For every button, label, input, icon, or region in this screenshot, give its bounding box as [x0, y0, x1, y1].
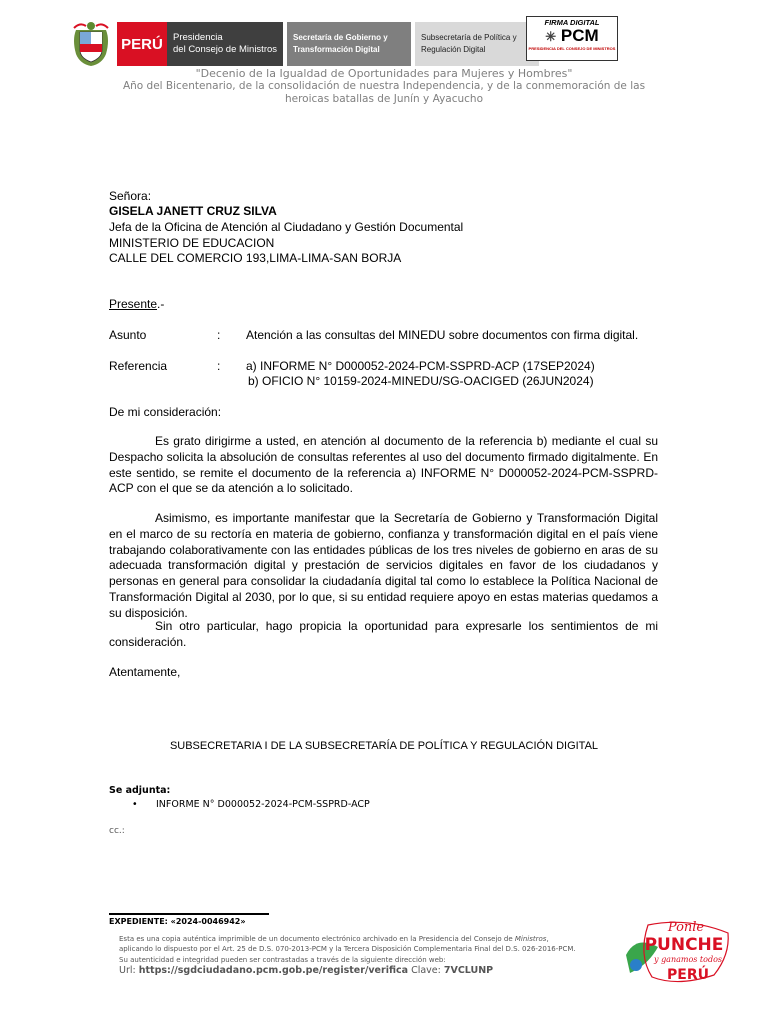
signature-title: SUBSECRETARIA I DE LA SUBSECRETARÍA DE POLÍTICA Y REGULACIÓN DIGITAL: [169, 740, 599, 752]
closing: Atentamente,: [109, 665, 181, 679]
recipient-name: GISELA JANETT CRUZ SILVA: [109, 204, 277, 218]
ponle-punche-logo: [618, 915, 736, 990]
peru-coat-of-arms-icon: [70, 20, 112, 68]
star-icon: ✳: [545, 29, 557, 44]
asunto-text: Atención a las consultas del MINEDU sobre documentos con firma digital.: [246, 328, 639, 342]
expediente: EXPEDIENTE: «2024-0046942»: [109, 917, 246, 926]
legal-notice: Esta es una copia auténtica imprimible de un documento electrónico archivado en la Presidencia del Consejo de Ministros, aplicando lo dispuesto por el Art. 25 de D.S. 070-2013-PCM y la Tercera Disposición Complementaria Final del D.S. 026-2016-PCM. Su autenticidad e integridad pueden ser contrastadas a través de la siguiente dirección web:: [119, 935, 576, 964]
firma-digital-subtitle: PRESIDENCIA DEL CONSEJO DE MINISTROS: [528, 46, 616, 51]
campaign-punche: PUNCHE: [644, 935, 724, 955]
referencia-label: Referencia: [109, 359, 168, 373]
peru-logo: PERÚ: [117, 22, 167, 66]
verification-url-line: Url: https://sgdciudadano.pcm.gob.pe/register/verifica Clave: 7VCLUNP: [119, 965, 494, 976]
asunto-colon: :: [217, 328, 221, 342]
referencia-b: b) OFICIO N° 10159-2024-MINEDU/SG-OACIGED (26JUN2024): [248, 374, 594, 388]
verification-key: 7VCLUNP: [443, 965, 494, 976]
firma-digital-stamp: FIRMA DIGITAL ✳ PCM PRESIDENCIA DEL CONSEJO DE MINISTROS: [526, 16, 618, 61]
footer-divider: [109, 913, 269, 915]
attachments-label: Se adjunta:: [109, 785, 171, 796]
paragraph-2: Asimismo, es importante manifestar que la Secretaría de Gobierno y Transformación Digital en el marco de su rectoría en materia de gobierno, confianza y transformación digital en el país viene trabajando colaborativamente con las entidades públicas de los tres niveles de gobierno en aras de su adecuada transformación digital y prestación de servicios digitales en favor de los ciudadanos y personas en general para consolidar la ciudadanía digital tal como lo establece la Política Nacional de Transformación Digital al 2030, por lo que, si su entidad requiere apoyo en estas materias quedamos a su disposición.: [109, 511, 658, 620]
campaign-ponle: Ponle: [667, 920, 705, 935]
referencia-a: a) INFORME N° D000052-2024-PCM-SSPRD-ACP (17SEP2024): [246, 359, 595, 373]
ssprd-header-box: Subsecretaría de Política y Regulación Digital: [415, 22, 539, 66]
attachment-item: • INFORME N° D000052-2024-PCM-SSPRD-ACP: [132, 799, 370, 810]
recipient-address: CALLE DEL COMERCIO 193,LIMA-LIMA-SAN BORJA: [109, 251, 402, 265]
firma-digital-title: FIRMA DIGITAL: [544, 18, 600, 27]
decenio-motto: "Decenio de la Igualdad de Oportunidades para Mujeres y Hombres": [195, 67, 573, 80]
pcm-header-box: Presidencia del Consejo de Ministros: [167, 22, 283, 66]
cc-label: cc.:: [109, 826, 125, 836]
campaign-ganamos: y ganamos todos: [654, 955, 722, 964]
verification-url[interactable]: https://sgdciudadano.pcm.gob.pe/register/verifica: [138, 965, 409, 976]
paragraph-3: Sin otro particular, hago propicia la oportunidad para expresarle los sentimientos de mi consideración.: [109, 619, 658, 649]
anio-motto: Año del Bicentenario, de la consolidación de nuestra Independencia, y de la conmemoración de las heroicas batallas de Junín y Ayacucho: [122, 80, 646, 105]
recipient-institution: MINISTERIO DE EDUCACION: [109, 236, 275, 250]
greeting: De mi consideración:: [109, 405, 222, 419]
paragraph-1: Es grato dirigirme a usted, en atención al documento de la referencia b) mediante el cual su Despacho solicita la absolución de consultas referentes al uso del documento firmado digitalmente. En este sentido, se remite el documento de la referencia a) INFORME N° D000052-2024-PCM-SSPRD-ACP con el que se da atención a lo solicitado.: [109, 434, 658, 496]
recipient-position: Jefa de la Oficina de Atención al Ciudadano y Gestión Documental: [109, 220, 464, 234]
referencia-colon: :: [217, 359, 221, 373]
campaign-peru: PERÚ: [667, 967, 709, 983]
asunto-label: Asunto: [109, 328, 147, 342]
salutation: Señora:: [109, 189, 152, 203]
sgtd-header-box: Secretaría de Gobierno y Transformación Digital: [287, 22, 411, 66]
presente: Presente.-: [109, 297, 165, 311]
